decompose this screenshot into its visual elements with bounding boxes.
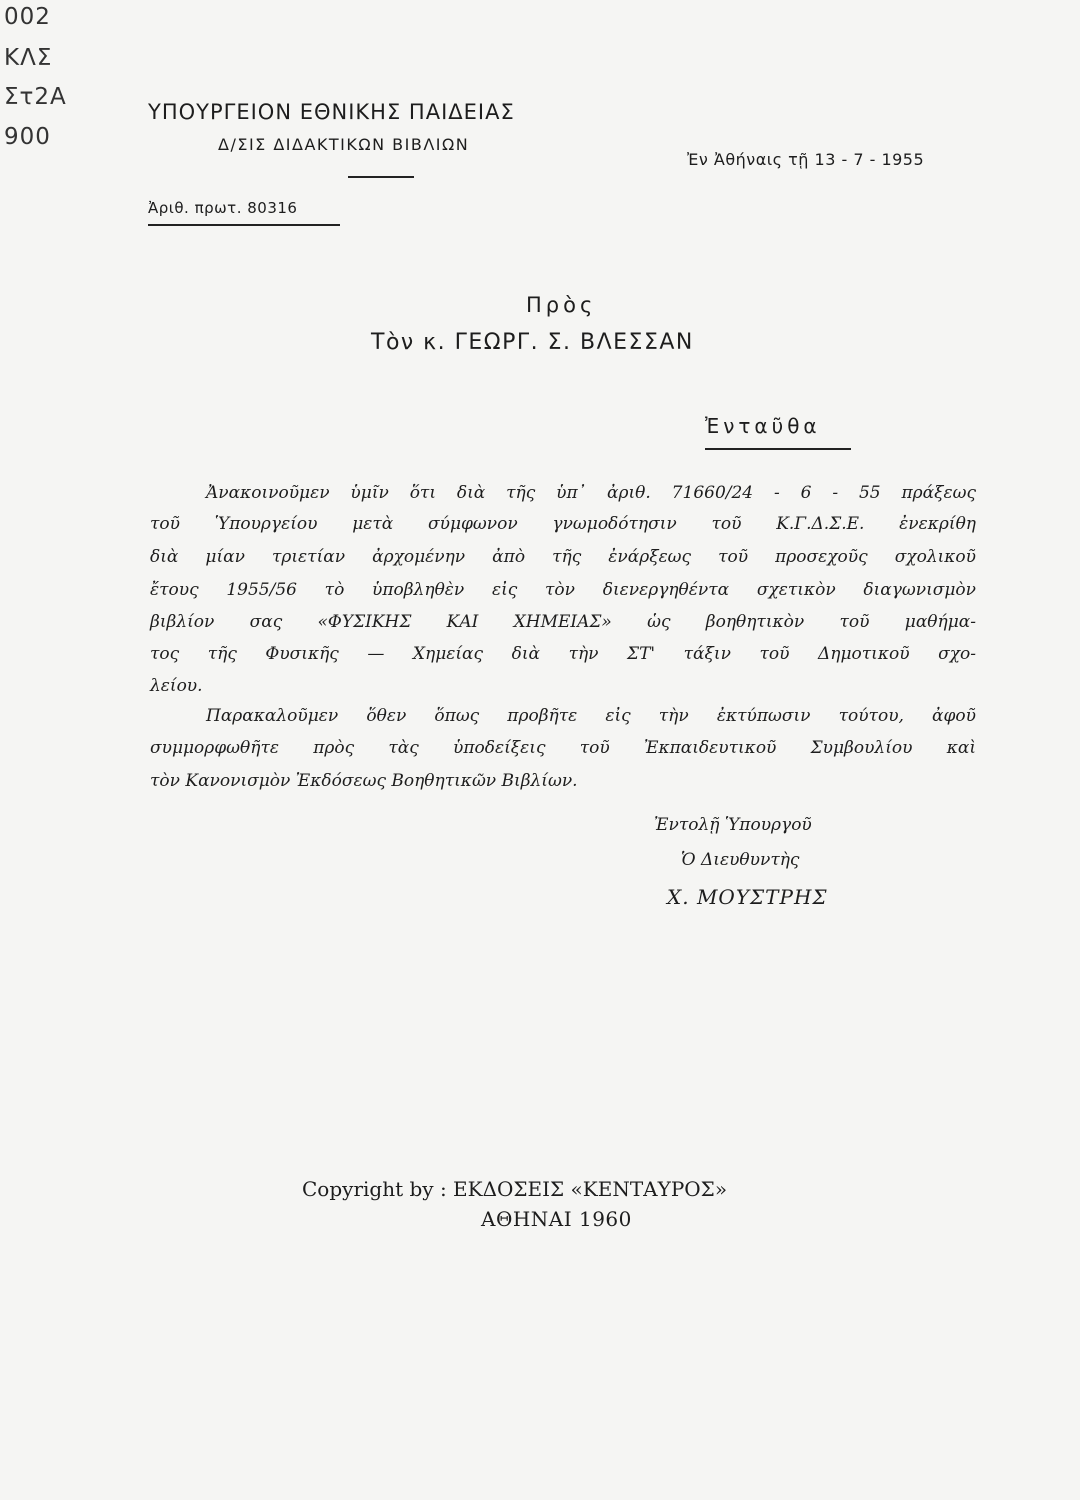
- divider: [705, 448, 851, 450]
- body-line: συμμορφωθῆτε πρὸς τὰς ὑποδείξεις τοῦ Ἐκπαιδευτικοῦ Συμβουλίου καὶ: [150, 738, 976, 758]
- signature-authority: Ἐντολῇ Ὑπουργοῦ: [654, 815, 812, 835]
- imprint-place-year: ΑΘΗΝΑΙ 1960: [481, 1207, 632, 1231]
- body-line: Ἀνακοινοῦμεν ὑμῖν ὅτι διὰ τῆς ὑπ᾽ ἀριθ. 71660/24 - 6 - 55 πράξεως: [206, 483, 976, 503]
- recipient-location: Ἐνταῦθα: [705, 414, 821, 438]
- ministry-title: ΥΠΟΥΡΓΕΙΟΝ ΕΘΝΙΚΗΣ ΠΑΙΔΕΙΑΣ: [148, 100, 515, 124]
- body-line: τὸν Κανονισμὸν Ἐκδόσεως Βοηθητικῶν Βιβλίων.: [150, 771, 578, 791]
- body-line: Παρακαλοῦμεν ὅθεν ὅπως προβῆτε εἰς τὴν ἐκτύπωσιν τούτου, ἀφοῦ: [206, 706, 976, 726]
- divider: [148, 224, 340, 226]
- handwritten-note: Στ2Α: [4, 84, 67, 110]
- recipient-name: Τὸν κ. ΓΕΩΡΓ. Σ. ΒΛΕΣΣΑΝ: [371, 330, 694, 355]
- handwritten-note: ΚΛΣ: [4, 45, 53, 71]
- signatory-name: Χ. ΜΟΥΣΤΡΗΣ: [667, 885, 828, 909]
- divider: [348, 176, 414, 178]
- letter-date: Ἐν Ἀθήναις τῇ 13 - 7 - 1955: [687, 150, 925, 169]
- handwritten-note: 002: [4, 4, 51, 30]
- body-line: λείου.: [150, 676, 203, 696]
- body-line: βιβλίον σας «ΦΥΣΙΚΗΣ ΚΑΙ ΧΗΜΕΙΑΣ» ὡς βοηθητικὸν τοῦ μαθήμα-: [150, 612, 976, 632]
- copyright-notice: Copyright by : ΕΚΔΟΣΕΙΣ «ΚΕΝΤΑΥΡΟΣ»: [302, 1177, 728, 1201]
- body-line: τοῦ Ὑπουργείου μετὰ σύμφωνον γνωμοδότησιν τοῦ Κ.Γ.Δ.Σ.Ε. ἐνεκρίθη: [150, 514, 976, 534]
- department-name: Δ/ΣΙΣ ΔΙΔΑΚΤΙΚΩΝ ΒΙΒΛΙΩΝ: [218, 135, 470, 154]
- body-line: τος τῆς Φυσικῆς — Χημείας διὰ τὴν ΣΤ' τάξιν τοῦ Δημοτικοῦ σχο-: [150, 644, 976, 664]
- protocol-number: Ἀριθ. πρωτ. 80316: [148, 199, 298, 217]
- handwritten-note: 900: [4, 124, 51, 150]
- address-to: Πρὸς: [526, 293, 597, 317]
- body-line: διὰ μίαν τριετίαν ἀρχομένην ἀπὸ τῆς ἐνάρξεως τοῦ προσεχοῦς σχολικοῦ: [150, 547, 976, 567]
- body-line: ἔτους 1955/56 τὸ ὑποβληθὲν εἰς τὸν διενεργηθέντα σχετικὸν διαγωνισμὸν: [150, 580, 976, 600]
- signature-title: Ὁ Διευθυντὴς: [681, 850, 800, 870]
